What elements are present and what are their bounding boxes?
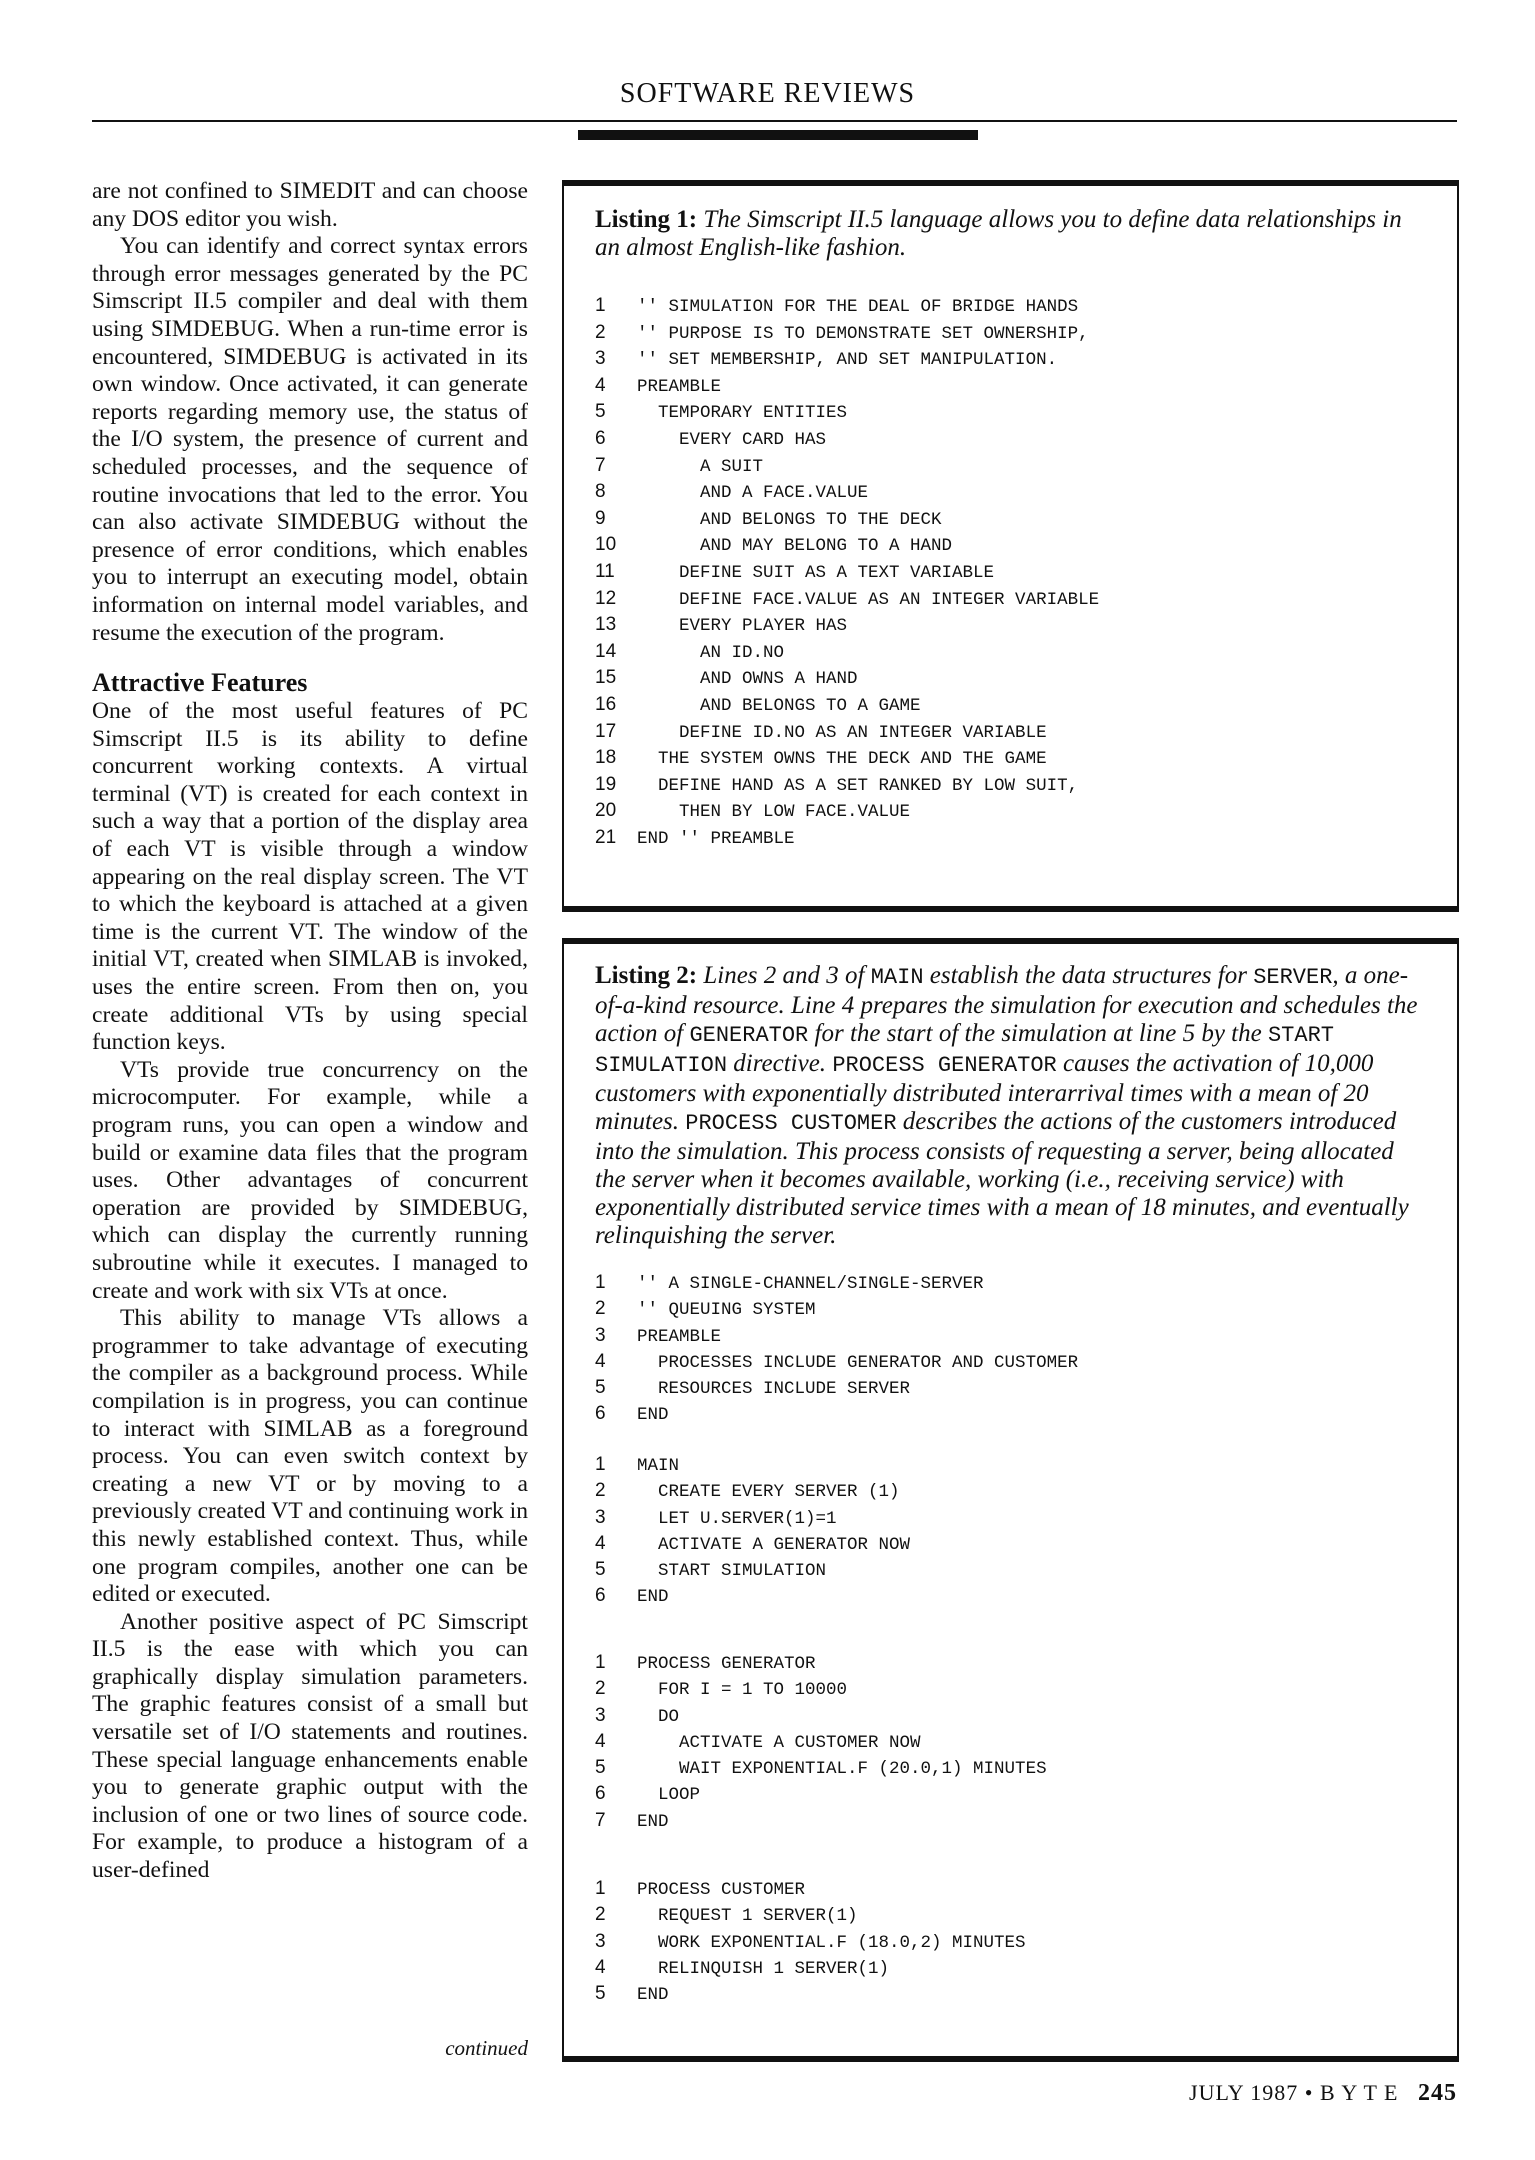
code-line: [595, 1375, 1078, 1401]
section-heading: Attractive Features: [92, 668, 308, 698]
code-line: [595, 798, 1099, 825]
code-line: [595, 1781, 1047, 1807]
caption-segment: Lines 2 and 3 of: [703, 962, 871, 989]
line-number: 3: [595, 1506, 606, 1528]
code-text: EVERY PLAYER HAS: [637, 616, 848, 637]
line-number: 7: [595, 454, 606, 476]
code-text: REQUEST 1 SERVER(1): [637, 1906, 858, 1927]
code-text: TEMPORARY ENTITIES: [637, 403, 848, 424]
code-line: [595, 1650, 1047, 1676]
box-top-rule: [562, 938, 1459, 944]
code-line: [595, 665, 1099, 692]
code-line: [595, 426, 1099, 453]
line-number: 11: [595, 560, 615, 582]
code-text: WORK EXPONENTIAL.F (18.0,2) MINUTES: [637, 1932, 1026, 1953]
code-line: [595, 1955, 1026, 1981]
code-text: LOOP: [637, 1785, 701, 1806]
line-number: 10: [595, 534, 617, 556]
line-number: 2: [595, 1480, 606, 1502]
paragraph: One of the most useful features of PC Simscript II.5 is its ability to define concurrent working contexts. A virtual terminal (VT) is created for each context in such a way that a portion of the display area of each VT is visible through a window appearing on the real display screen. The VT to which the keyboard is attached at a given time is the current VT. The window of the initial VT, created when SIMLAB is invoked, uses the entire screen. From then on, you create additional VTs by using special function keys.: [92, 698, 528, 1056]
line-number: 1: [595, 1878, 606, 1899]
code-text: AN ID.NO: [637, 642, 785, 663]
line-number: 5: [595, 401, 606, 423]
code-text: FOR I = 1 TO 10000: [637, 1680, 848, 1701]
code-line: [595, 1478, 910, 1504]
continued-note: continued: [445, 2036, 528, 2060]
code-line: [595, 772, 1099, 799]
caption-segment: PROCESS GENERATOR: [832, 1053, 1057, 1078]
code-line: [595, 1929, 1026, 1955]
line-number: 4: [595, 1532, 606, 1554]
code-line: [595, 745, 1099, 772]
line-number: 1: [595, 1272, 606, 1293]
code-text: END: [637, 1405, 669, 1426]
code-line: [595, 719, 1099, 746]
code-text: DEFINE SUIT AS A TEXT VARIABLE: [637, 562, 995, 583]
line-number: 5: [595, 1377, 606, 1399]
line-number: 16: [595, 693, 617, 715]
header-rule: [92, 120, 1457, 122]
line-number: 3: [595, 1704, 606, 1726]
code-line: [595, 293, 1099, 320]
line-number: 3: [595, 1324, 606, 1346]
code-line: [595, 1808, 1047, 1834]
code-text: PREAMBLE: [637, 1326, 722, 1347]
code-text: START SIMULATION: [637, 1561, 827, 1582]
line-number: 21: [595, 826, 617, 848]
code-line: [595, 1401, 1078, 1427]
listing-1-code: [595, 293, 1099, 851]
code-text: CREATE EVERY SERVER (1): [637, 1482, 900, 1503]
code-text: THEN BY LOW FACE.VALUE: [637, 802, 911, 823]
box-top-rule: [562, 180, 1459, 186]
line-number: 8: [595, 481, 606, 503]
code-line: [595, 399, 1099, 426]
code-line: [595, 1505, 910, 1531]
code-text: ACTIVATE A CUSTOMER NOW: [637, 1732, 921, 1753]
code-line: [595, 1452, 910, 1478]
line-number: 2: [595, 321, 606, 343]
page-number: 245: [1418, 2080, 1457, 2106]
code-line: [595, 1296, 1078, 1322]
listing-1-caption-text: The Simscript II.5 language allows you to define data relationships in an almost English-like fashion.: [595, 206, 1402, 261]
line-number: 6: [595, 1783, 606, 1805]
code-text: '' SET MEMBERSHIP, AND SET MANIPULATION.: [637, 350, 1058, 371]
line-number: 2: [595, 1298, 606, 1320]
code-text: '' SIMULATION FOR THE DEAL OF BRIDGE HANDS: [637, 297, 1079, 317]
code-line: [595, 1876, 1026, 1902]
paragraph: This ability to manage VTs allows a programmer to take advantage of executing the compiler as a background process. While compilation is in progress, you can continue to interact with SIMLAB as a foreground process. You can even switch context by creating a new VT or by moving to a previously created VT and continuing work in this newly established context. Thus, while one program compiles, another one can be edited or executed.: [92, 1305, 528, 1608]
line-number: 6: [595, 1585, 606, 1607]
code-line: [595, 506, 1099, 533]
code-text: AND OWNS A HAND: [637, 669, 858, 690]
code-line: [595, 639, 1099, 666]
code-line: [595, 1323, 1078, 1349]
line-number: 7: [595, 1809, 606, 1831]
code-text: PREAMBLE: [637, 376, 722, 397]
code-line: [595, 1729, 1047, 1755]
code-text: MAIN: [637, 1456, 680, 1476]
line-number: 17: [595, 720, 617, 742]
listing-2-box: [562, 938, 1459, 2062]
line-number: 3: [595, 348, 606, 370]
listing-1-label: Listing 1:: [595, 206, 698, 233]
code-text: AND BELONGS TO A GAME: [637, 695, 921, 716]
line-number: 15: [595, 667, 617, 689]
code-text: DEFINE FACE.VALUE AS AN INTEGER VARIABLE: [637, 589, 1100, 610]
code-line: [595, 1557, 910, 1583]
code-text: END: [637, 1811, 669, 1832]
caption-segment: directive.: [727, 1050, 833, 1077]
issue-line: JULY 1987 • B Y T E: [1189, 2080, 1399, 2105]
caption-segment: describes the actions of the customers introduced into the simulation. This process consists of requesting a server, being allocated the server when it becomes available, working (i.e., receiving service) with exponentially distributed service times with a mean of 18 minutes, and eventually relinquishing the server.: [595, 1108, 1409, 1249]
caption-segment: , a one-of-a-kind resource. Line 4 prepares the simulation for execution and schedules the action of: [595, 962, 1418, 1047]
caption-segment: establish the data structures for: [923, 962, 1254, 989]
caption-segment: PROCESS CUSTOMER: [685, 1111, 897, 1136]
code-line: [595, 1349, 1078, 1375]
caption-segment: GENERATOR: [689, 1023, 809, 1048]
line-number: 6: [595, 427, 606, 449]
line-number: 5: [595, 1757, 606, 1779]
line-number: 13: [595, 614, 617, 636]
paragraph: VTs provide true concurrency on the microcomputer. For example, while a program runs, you can open a window and build or examine data files that the program uses. Other advantages of concurrent operation are provided by SIMDEBUG, which can display the currently running subroutine while it executes. I managed to create and work with six VTs at once.: [92, 1056, 528, 1304]
code-text: PROCESS GENERATOR: [637, 1654, 816, 1674]
code-line: [595, 559, 1099, 586]
section-title: SOFTWARE REVIEWS: [619, 78, 916, 109]
paragraph: are not confined to SIMEDIT and can choose any DOS editor you wish.: [92, 178, 528, 232]
line-number: 5: [595, 1559, 606, 1581]
header-bar: [578, 130, 978, 140]
code-line: [595, 1676, 1047, 1702]
code-line: [595, 532, 1099, 559]
caption-segment: causes the activation of 10,000 customers with exponentially distributed interarrival times with a mean of 20 minutes.: [595, 1050, 1374, 1135]
box-bottom-rule: [562, 906, 1459, 912]
paragraph: Another positive aspect of PC Simscript II.5 is the ease with which you can graphically display simulation parameters. The graphic features consist of a small but versatile set of I/O statements and routines. These special language enhancements enable you to generate graphic output with the inclusion of one or two lines of source code. For example, to produce a histogram of a user-defined: [92, 1608, 528, 1884]
code-text: END: [637, 1587, 669, 1608]
line-number: 1: [595, 1652, 606, 1673]
line-number: 18: [595, 747, 617, 769]
line-number: 3: [595, 1930, 606, 1952]
code-line: [595, 1531, 910, 1557]
code-text: DEFINE ID.NO AS AN INTEGER VARIABLE: [637, 722, 1047, 743]
code-line: [595, 1755, 1047, 1781]
line-number: 9: [595, 507, 606, 529]
line-number: 6: [595, 1403, 606, 1425]
code-text: EVERY CARD HAS: [637, 429, 827, 450]
code-text: LET U.SERVER(1)=1: [637, 1508, 837, 1529]
line-number: 1: [595, 295, 606, 316]
code-text: ACTIVATE A GENERATOR NOW: [637, 1534, 911, 1555]
listing-2-code-block: [595, 1270, 1078, 1428]
line-number: 4: [595, 374, 606, 396]
line-number: 1: [595, 1454, 606, 1475]
code-line: [595, 1981, 1026, 2007]
listing-2-code-block: [595, 1876, 1026, 2007]
box-bottom-rule: [562, 2056, 1459, 2062]
article-column: [92, 178, 528, 1885]
code-text: PROCESS CUSTOMER: [637, 1880, 806, 1900]
code-line: [595, 373, 1099, 400]
code-text: THE SYSTEM OWNS THE DECK AND THE GAME: [637, 749, 1047, 770]
line-number: 4: [595, 1956, 606, 1978]
code-line: [595, 1583, 910, 1609]
listing-2-caption: [595, 962, 1425, 1250]
code-text: RESOURCES INCLUDE SERVER: [637, 1379, 911, 1400]
code-line: [595, 320, 1099, 347]
page-footer: [1060, 2080, 1457, 2107]
code-line: [595, 692, 1099, 719]
code-text: DO: [637, 1706, 680, 1727]
line-number: 2: [595, 1678, 606, 1700]
listing-1-caption: [595, 206, 1425, 262]
code-text: A SUIT: [637, 456, 764, 477]
code-text: END: [637, 1985, 669, 2006]
listing-2-code-block: [595, 1452, 910, 1610]
code-text: PROCESSES INCLUDE GENERATOR AND CUSTOMER: [637, 1352, 1079, 1373]
caption-segment: MAIN: [870, 965, 924, 990]
code-line: [595, 586, 1099, 613]
code-text: AND BELONGS TO THE DECK: [637, 509, 942, 530]
code-line: [595, 1902, 1026, 1928]
code-text: RELINQUISH 1 SERVER(1): [637, 1958, 890, 1979]
code-line: [595, 825, 1099, 852]
line-number: 4: [595, 1350, 606, 1372]
line-number: 20: [595, 800, 617, 822]
line-number: 12: [595, 587, 617, 609]
line-number: 5: [595, 1983, 606, 2005]
caption-segment: for the start of the simulation at line 5 by the: [808, 1020, 1268, 1047]
paragraph: You can identify and correct syntax errors through error messages generated by the PC Simscript II.5 compiler and deal with them using SIMDEBUG. When a run-time error is encountered, SIMDEBUG is activated in its own window. Once activated, it can generate reports regarding memory use, the status of the I/O system, the presence of current and scheduled processes, and the sequence of routine invocations that led to the error. You can also activate SIMDEBUG without the presence of error conditions, which enables you to interrupt an executing model, obtain information on internal model variables, and resume the execution of the program.: [92, 233, 528, 646]
code-line: [595, 453, 1099, 480]
line-number: 4: [595, 1730, 606, 1752]
code-text: '' A SINGLE-CHANNEL/SINGLE-SERVER: [637, 1274, 984, 1294]
line-number: 19: [595, 773, 617, 795]
code-text: '' PURPOSE IS TO DEMONSTRATE SET OWNERSHIP,: [637, 323, 1089, 344]
code-line: [595, 479, 1099, 506]
code-line: [595, 346, 1099, 373]
line-number: 14: [595, 640, 617, 662]
listing-2-code-block: [595, 1650, 1047, 1834]
code-text: WAIT EXPONENTIAL.F (20.0,1) MINUTES: [637, 1759, 1047, 1780]
caption-segment: START SIMULATION: [595, 1023, 1334, 1078]
line-number: 2: [595, 1904, 606, 1926]
code-text: AND A FACE.VALUE: [637, 483, 869, 504]
code-line: [595, 612, 1099, 639]
code-text: AND MAY BELONG TO A HAND: [637, 536, 953, 557]
code-text: END '' PREAMBLE: [637, 828, 795, 849]
listing-2-label: Listing 2:: [595, 962, 698, 989]
code-text: DEFINE HAND AS A SET RANKED BY LOW SUIT,: [637, 775, 1079, 796]
caption-segment: SERVER: [1253, 965, 1333, 990]
code-line: [595, 1270, 1078, 1296]
code-line: [595, 1703, 1047, 1729]
listing-1-box: [562, 180, 1459, 912]
code-text: '' QUEUING SYSTEM: [637, 1300, 816, 1321]
